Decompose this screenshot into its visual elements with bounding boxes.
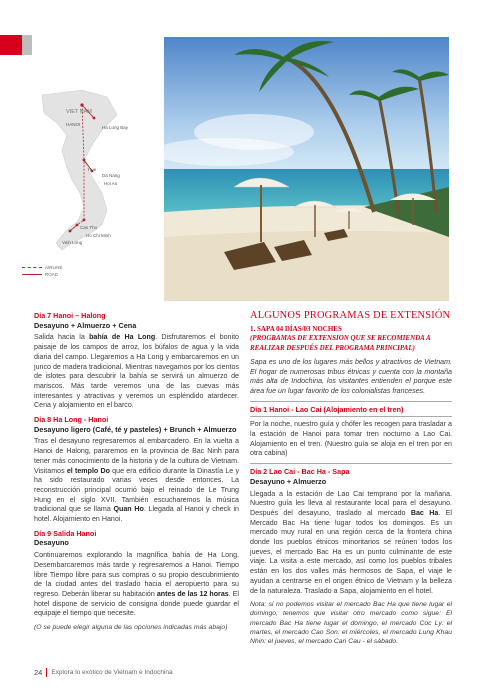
extension-right-column <box>250 311 452 650</box>
map-label-cantho: Can Tho <box>80 225 98 230</box>
divider <box>250 463 452 464</box>
sapa-day2-meals: Desayuno + Almuerzo <box>250 476 327 486</box>
map-label-hoian: Hoi An <box>104 181 118 186</box>
day7-text: Salida hacia la bahía de Ha Long. Disfrutaremos el bonito paisaje de los campos de arroz, los búfalos de agua y la vida diaria del campo. Llegaremos a Ha Long y embarcaremos en un junco de madera tradicional. Mientras navegamos por los cientos de islotes para descubrir la bahía se servirá un almuerzo de mariscos. Más tarde veremos una de las cuevas más interesantes y atractivas y veremos un espléndido atardecer. Cena y alojamiento en el barco. <box>34 333 239 410</box>
day7-title: Día 7 Hanoi – Halong <box>34 311 106 320</box>
sapa-day1-title: Día 1 Hanoi - Lao Cai (Alojamiento en el tren) <box>250 404 404 414</box>
day9-title: Día 9 Salida Hanoi <box>34 528 97 538</box>
program-subheading: (PROGRAMAS DE EXTENSION QUE SE RECOMIENDA A REALIZAR DESPUÉS DEL PROGRAMA PRINCIPAL) <box>250 334 431 353</box>
footer-text: Explora lo exótico de Vietnam e Indochina <box>51 669 173 676</box>
divider <box>250 416 452 417</box>
map-label-hanoi: HANOI <box>66 122 81 127</box>
map-label-halong: Ha Long Bay <box>102 125 129 130</box>
program-heading: 1. SAPA 04 DÍAS/03 NOCHES <box>250 324 342 333</box>
beach-photo <box>164 37 449 301</box>
day8-meals: Desayuno ligero (Café, té y pasteles) + Brunch + Almuerzo <box>34 424 237 434</box>
sapa-day1-text: Por la noche, nuestro guía y chófer les recogen para trasladar a la estación de Hanoi para tomar tren nocturno a Lao Cai. Alojamiento en el tren. (Nuestro guía se aloja en el tren por en otra cabina) <box>250 420 452 458</box>
day9-text: Continuaremos explorando la magnífica bahía de Ha Long. Desembarcaremos más tarde y regresaremos a Hanoi. Tiempo libre Tiempo libre para sus compras o su propio descubrimiento de la ciudad antes del traslado hacia el aeropuerto para su regreso. Deberán liberar su habitación antes de las 12 horas. El hotel dispone de servicio de consigna donde puede guardar el equipaje el tiempo que necesite. <box>34 551 240 618</box>
legend-airline: AIRLINE <box>22 265 63 270</box>
map-legend <box>22 265 63 279</box>
beach-illustration <box>164 37 449 301</box>
footer-divider <box>46 668 47 677</box>
map-label-vinhlong: Vinh Long <box>62 240 83 245</box>
sapa-intro: Sapa es uno de los lugares más bellos y atractivos de Vietnam. El hogar de numerosas tribus étnicas y cuenta con la montaña más alta de Indochina, los visitantes entienden el porque este área fue un lugar favorito de los colonialistas franceses. <box>250 357 452 395</box>
map-label-hue: Hue <box>88 167 97 172</box>
day7-meals: Desayuno + Almuerzo + Cena <box>34 320 137 330</box>
day9-meals: Desayuno <box>34 538 69 548</box>
page-number: 24 <box>34 668 43 677</box>
legend-road: ROAD <box>22 272 63 277</box>
extension-section-title: ALGUNOS PROGRAMAS DE EXTENSIÓN <box>250 310 451 321</box>
vietnam-map-graphic <box>22 85 162 265</box>
map-label-country: VIET NAM <box>66 109 92 115</box>
divider <box>250 401 452 402</box>
sapa-day2-title: Día 2 Lao Cai - Bac Ha - Sapa <box>250 467 350 477</box>
page-corner-tab <box>0 35 22 55</box>
day8-title: Día 8 Ha Long - Hanoi <box>34 415 109 425</box>
sapa-day2-text: Llegada a la estación de Lao Cai temprano por la mañana. Nuestro guía les lleva al restaurante local para el desayuno. Después del desayuno, traslado al mercado Bac Ha. El Mercado Bac Ha tiene lugar todos los domingos. Es un mercado muy rural en una región cerca de la frontera china donde los pueblos étnicos minoritarios se reúnen todos los jueves, el mercado Bac Ha es un punto culminante de este viaje. La visita a este mercado, así como los pueblos tribales están en los dos valles más hermosos de Sapa, el viaje le ayudan a centrarse en el origen étnico de Vietnam y la belleza de la naturaleza. Traslado a Sapa, alojamiento en el hotel. <box>250 489 452 595</box>
day8-text: Tras el desayuno regresaremos al embarcadero. En la vuelta a Hanoi de Halong, pararemos en la provincia de Bac Ninh para tener más conocimiento de la historia y de la cultura de Vietnam. Visitamos el templo Do que era edificio durante la Dinastía Le y ha sido restaurado varias veces desde entonces. La reconstrucción principal ocurrió bajo el reinado de Le Trung Hung en el siglo XVII. También escucharemos la música tradicional que se llama Quan Ho. Llegada al Hanoi y check in hotel. Alojamiento en Hanoi. <box>34 437 240 524</box>
options-note: (O se puede elegir alguna de las opciones indicadas más abajo) <box>34 624 228 632</box>
page-footer <box>34 668 173 677</box>
map-label-hcm: Ho Chi Minh <box>86 233 111 238</box>
vietnam-route-map <box>22 85 162 295</box>
itinerary-left-column <box>34 311 239 633</box>
sapa-market-note: Nota: si no podemos visitar el mercado Bac Ha que tiene lugar el domingo, tenemos que visitar otro mercado como sigue: El mercado Bac Ha tiene lugar el domingo, el mercado Coc Ly: el martes, el mercado Cao Son: el miércoles, el mercado Lung Khau Nhin: el jueves, el mercado Can Cau - el sábado. <box>250 601 452 646</box>
map-label-danang: Da Nang <box>102 173 120 178</box>
page-corner-tab-grey <box>22 35 32 55</box>
